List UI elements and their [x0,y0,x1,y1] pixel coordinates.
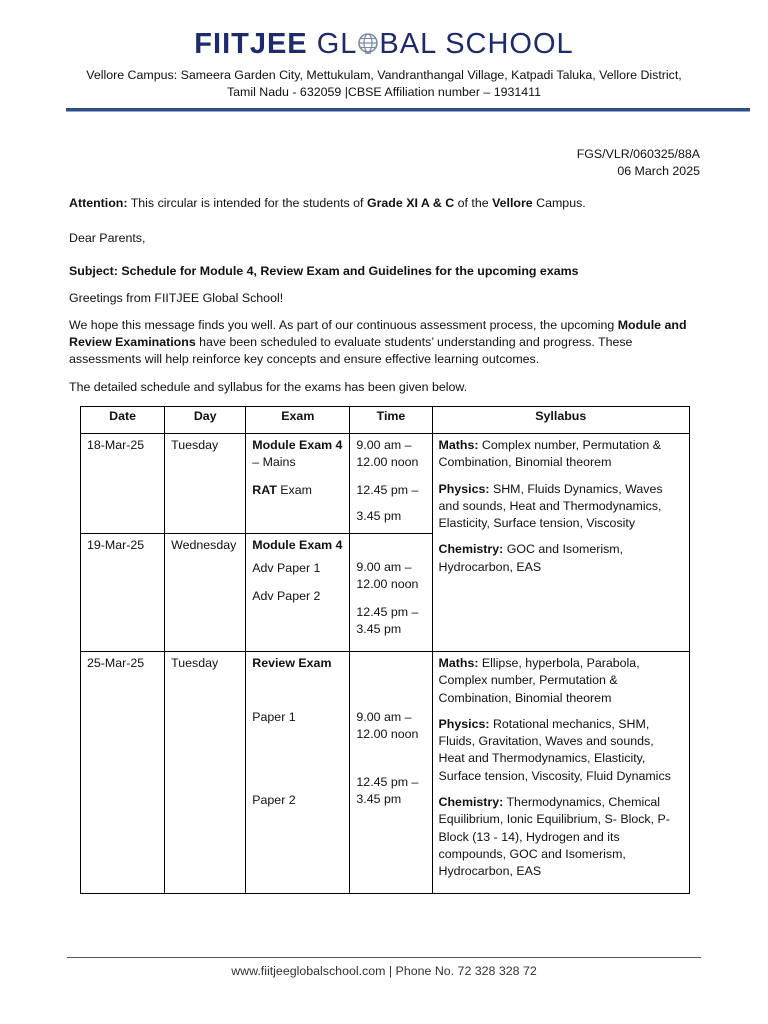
header-divider [66,108,750,112]
syllabus-cell [432,434,689,652]
circular-date: 06 March 2025 [617,163,700,178]
attention-text: Campus. [532,196,586,210]
attention-label: Attention: [69,196,128,210]
attention-line [69,195,705,212]
time-cell [350,434,432,534]
grade-label: Grade XI A & C [366,196,455,210]
subject-line: Subject: Schedule for Module 4, Review Exam and Guidelines for the upcoming exams [69,264,579,278]
time-slot: 12.45 pm – 3.45 pm [356,774,419,806]
maths-syllabus: Complex number, Permutation & Combination, Binomial theorem [438,438,661,470]
attention-text: This circular is intended for the students of [127,196,367,210]
exam-title-suffix: – Mains [252,455,296,470]
physics-label: Physics: [438,716,490,731]
column-header: Exam [246,407,350,434]
campus-label: Vellore [492,196,533,210]
exam-cell [246,652,350,894]
address-line-1: Vellore Campus: Sameera Garden City, Mettukulam, Vandranthangal Village, Katpadi Taluka, Vellore District, [86,68,682,82]
time-slot: 3.45 pm [356,508,402,523]
table-header-row [81,407,690,434]
physics-label: Physics: [438,481,490,496]
rat-label: RAT [252,482,277,497]
campus-address [40,67,728,100]
physics-syllabus: SHM, Fluids Dynamics, Waves and sounds, Heat and Thermodynamics, Elasticity, Surface tension, Viscosity [438,481,663,531]
exam-paper: Adv Paper 2 [252,588,321,603]
exam-paper: Paper 2 [252,792,296,807]
time-slot: 9.00 am – 12.00 noon [356,438,419,470]
time-cell [350,534,432,652]
logo-brand: FIITJEE [194,28,308,60]
exam-cell [246,534,350,652]
logo-school-prefix: GL [316,28,358,60]
table-row [81,652,690,894]
globe-icon [357,31,379,55]
detail-line: The detailed schedule and syllabus for the exams has been given below. [69,380,468,394]
syllabus-cell [432,652,689,894]
date-cell: 19-Mar-25 [81,534,165,652]
logo-school-suffix: BAL SCHOOL [379,28,574,60]
exam-title: Module Exam 4 [252,438,343,452]
date-cell: 25-Mar-25 [81,652,165,894]
column-header: Syllabus [432,407,689,434]
column-header: Date [81,407,165,434]
reference-number: FGS/VLR/060325/88A [576,147,700,161]
maths-label: Maths: [438,438,479,452]
column-header: Time [350,407,432,434]
maths-syllabus: Ellipse, hyperbola, Parabola, Complex number, Permutation & Combination, Binomial theorem [438,656,640,705]
greeting: Greetings from FIITJEE Global School! [69,291,284,305]
chemistry-syllabus: GOC and Isomerism, Hydrocarbon, EAS [438,542,624,574]
chemistry-syllabus: Thermodynamics, Chemical Equilibrium, Ionic Equilibrium, S- Block, P-Block (13 - 14), Hydrogen and its compounds, GOC and Isomerism, Hydrocarbon, EAS [438,795,670,879]
exam-paper: Adv Paper 1 [252,561,321,576]
intro-bold: Module and Review Examinations [69,318,687,349]
day-cell: Wednesday [165,534,246,652]
physics-syllabus: Rotational mechanics, SHM, Fluids, Gravitation, Waves and sounds, Heat and Thermodynamics, Elasticity, Surface tension, Viscosity, Fluid Dynamics [438,716,671,783]
time-slot: 9.00 am – 12.00 noon [356,710,419,742]
reference-block [577,146,700,179]
column-header: Day [165,407,246,434]
intro-paragraph [69,317,705,368]
time-slot: 12.45 pm – 3.45 pm [356,604,419,636]
exam-cell [246,434,350,534]
attention-text: of the [454,196,493,210]
day-cell: Tuesday [165,652,246,894]
exam-title: Review Exam [252,656,332,670]
salutation: Dear Parents, [69,231,146,245]
intro-text: We hope this message finds you well. As part of our continuous assessment process, the upcoming [69,318,618,332]
rat-text: Exam [276,482,312,497]
footer-divider [67,957,701,958]
exam-schedule-table [80,406,690,894]
address-line-2: Tamil Nadu - 632059 |CBSE Affiliation number – 1931411 [226,84,542,99]
time-cell [350,652,432,894]
exam-paper: Paper 1 [252,710,296,725]
table-row [81,434,690,534]
chemistry-label: Chemistry: [438,795,504,810]
maths-label: Maths: [438,656,479,670]
date-cell: 18-Mar-25 [81,434,165,534]
school-logo [0,28,768,61]
intro-text: have been scheduled to evaluate students’ understanding and progress. These assessments will help reinforce key concepts and ensure effective learning outcomes. [69,335,633,366]
time-slot: 9.00 am – 12.00 noon [356,560,419,592]
time-slot: 12.45 pm – [356,482,419,497]
day-cell: Tuesday [165,434,246,534]
exam-title: Module Exam 4 [252,538,343,552]
chemistry-label: Chemistry: [438,542,504,557]
footer-contact: www.fiitjeeglobalschool.com | Phone No. 72 328 328 72 [231,964,537,978]
